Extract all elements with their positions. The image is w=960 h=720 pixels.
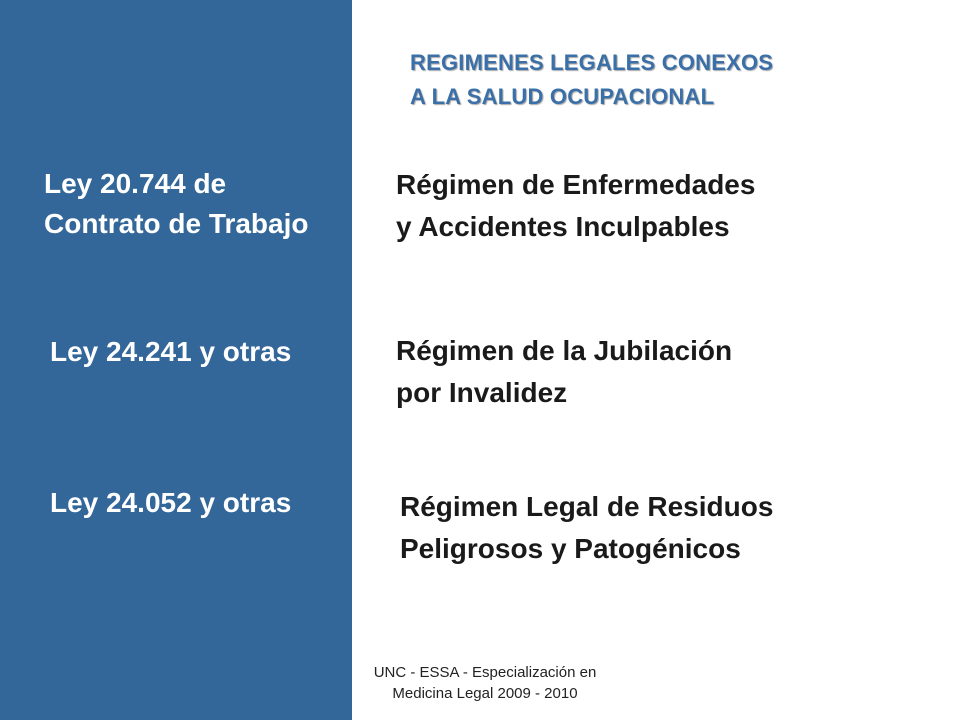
law-item-3-line-1: Ley 24.052 y otras xyxy=(50,487,292,518)
regime-item-2 xyxy=(396,330,732,414)
regime-item-3-line-2: Peligrosos y Patogénicos xyxy=(400,533,741,564)
law-item-1-line-1: Ley 20.744 de xyxy=(44,168,227,199)
regime-item-3 xyxy=(400,486,773,570)
law-item-2 xyxy=(50,332,291,372)
law-item-1 xyxy=(44,164,308,244)
regime-item-1 xyxy=(396,164,755,248)
slide-footer-line-1: UNC - ESSA - Especialización en xyxy=(373,664,597,681)
regime-item-1-line-2: y Accidentes Inculpables xyxy=(396,211,730,242)
law-item-2-line-1: Ley 24.241 y otras xyxy=(50,336,292,367)
law-item-1-line-2: Contrato de Trabajo xyxy=(44,208,309,239)
slide-footer-line-2: Medicina Legal 2009 - 2010 xyxy=(392,685,578,702)
regime-item-1-line-1: Régimen de Enfermedades xyxy=(396,169,756,200)
slide-footer xyxy=(340,662,630,704)
slide-title-line-1: REGIMENES LEGALES CONEXOS xyxy=(410,50,774,75)
regime-item-2-line-2: por Invalidez xyxy=(396,377,568,408)
slide-title-line-2: A LA SALUD OCUPACIONAL xyxy=(410,84,715,109)
regime-item-2-line-1: Régimen de la Jubilación xyxy=(396,335,733,366)
law-item-3 xyxy=(50,483,291,523)
slide-title xyxy=(410,46,773,114)
regime-item-3-line-1: Régimen Legal de Residuos xyxy=(400,491,774,522)
